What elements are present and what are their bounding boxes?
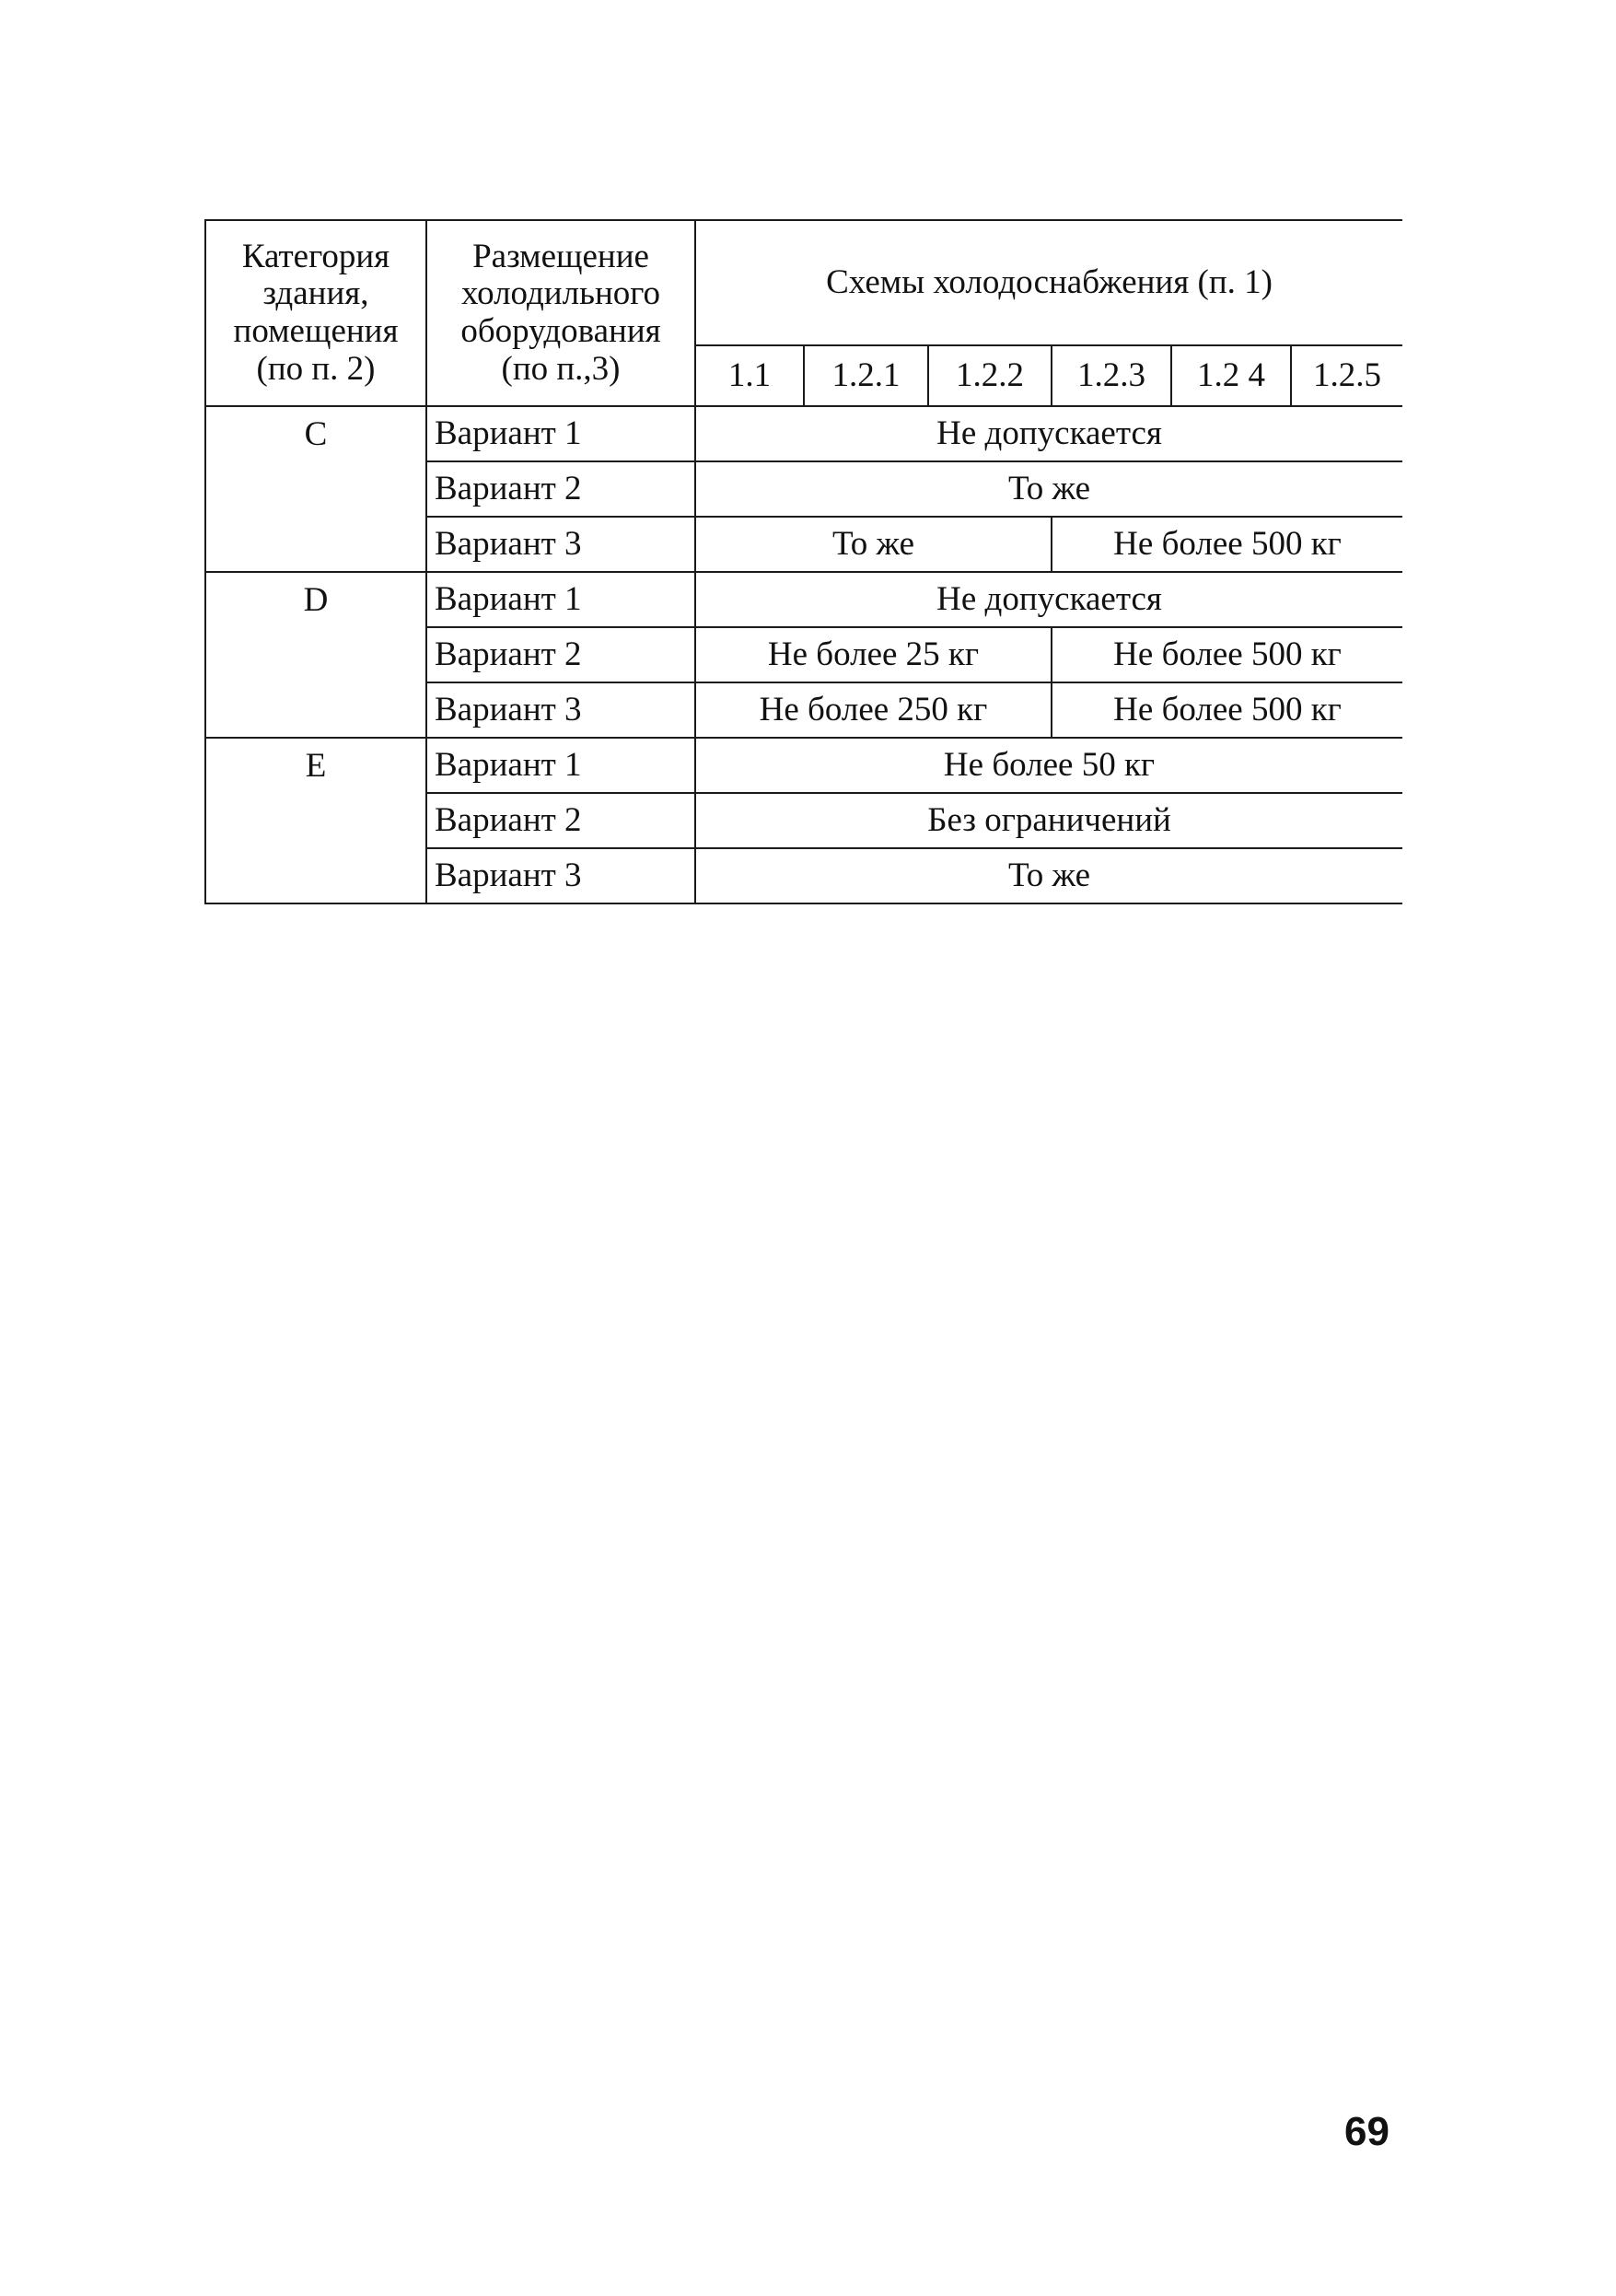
table-row (205, 406, 1402, 461)
page-number: 69 (1344, 2109, 1389, 2154)
variant-cell: Вариант 3 (426, 517, 695, 572)
variant-cell: Вариант 1 (426, 572, 695, 627)
scheme-number: 1.2.2 (928, 345, 1052, 406)
value-cell: Не более 500 кг (1052, 682, 1402, 738)
value-cell: Не более 25 кг (695, 627, 1052, 682)
table-row (205, 738, 1402, 793)
refrigeration-norms-table (204, 219, 1402, 904)
value-cell: Не более 50 кг (695, 738, 1402, 793)
variant-cell: Вариант 2 (426, 627, 695, 682)
value-cell: Не более 250 кг (695, 682, 1052, 738)
value-cell: То же (695, 848, 1402, 903)
table-header-row (205, 220, 1402, 345)
variant-cell: Вариант 2 (426, 461, 695, 517)
scheme-number: 1.2 4 (1171, 345, 1291, 406)
header-placement: Размещение холодильного оборудования (по п.,3) (426, 220, 695, 406)
value-cell: Без ограничений (695, 793, 1402, 848)
value-cell: Не более 500 кг (1052, 517, 1402, 572)
scheme-number: 1.2.1 (804, 345, 928, 406)
category-cell: E (205, 738, 426, 903)
header-schemes: Схемы холодоснабжения (п. 1) (695, 220, 1402, 345)
variant-cell: Вариант 3 (426, 682, 695, 738)
value-cell: То же (695, 517, 1052, 572)
scheme-number: 1.2.5 (1291, 345, 1402, 406)
variant-cell: Вариант 2 (426, 793, 695, 848)
table-row (205, 572, 1402, 627)
header-category: Категория здания, помещения (по п. 2) (205, 220, 426, 406)
category-cell: C (205, 406, 426, 572)
scheme-number: 1.1 (695, 345, 804, 406)
variant-cell: Вариант 1 (426, 406, 695, 461)
variant-cell: Вариант 3 (426, 848, 695, 903)
value-cell: Не более 500 кг (1052, 627, 1402, 682)
value-cell: Не допускается (695, 406, 1402, 461)
scheme-number: 1.2.3 (1052, 345, 1171, 406)
value-cell: То же (695, 461, 1402, 517)
variant-cell: Вариант 1 (426, 738, 695, 793)
category-cell: D (205, 572, 426, 738)
value-cell: Не допускается (695, 572, 1402, 627)
